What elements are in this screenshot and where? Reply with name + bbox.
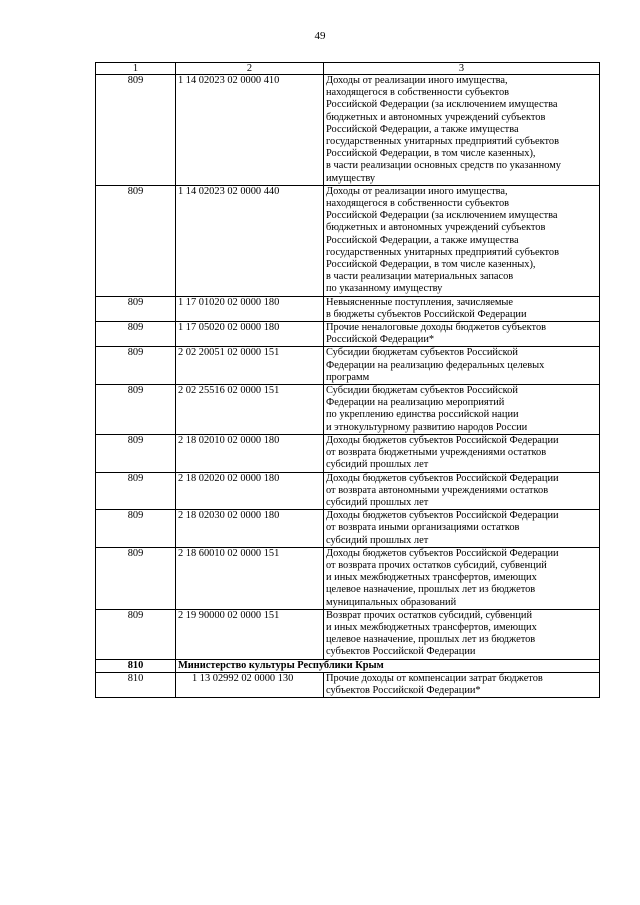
description-line: целевое назначение, прошлых лет из бюджетов	[326, 634, 536, 646]
admin-code-cell: 809	[96, 296, 176, 321]
table-row	[96, 75, 600, 186]
description-line: Доходы бюджетов субъектов Российской Федерации	[326, 547, 559, 559]
description-line: государственных унитарных предприятий субъектов	[326, 246, 560, 258]
revenue-code-cell: 2 19 90000 02 0000 151	[176, 609, 324, 659]
revenue-description-cell	[324, 547, 600, 609]
description-line: Доходы бюджетов субъектов Российской Федерации	[326, 510, 559, 522]
description-line: Субсидии бюджетам субъектов Российской	[326, 385, 518, 397]
description-line: Возврат прочих остатков субсидий, субвенций	[326, 609, 533, 621]
admin-code-cell: 810	[96, 672, 176, 697]
description-line: субъектов Российской Федерации*	[326, 684, 481, 696]
table-body	[96, 75, 600, 698]
table-row	[96, 385, 600, 435]
description-line: Доходы от реализации иного имущества,	[326, 185, 508, 197]
description-line: субсидий прошлых лет	[326, 496, 429, 508]
revenue-code-cell: 1 17 05020 02 0000 180	[176, 322, 324, 347]
description-line: по укреплению единства российской нации	[326, 409, 519, 421]
admin-code-cell: 809	[96, 347, 176, 385]
revenue-code-cell: 2 02 25516 02 0000 151	[176, 385, 324, 435]
description-line: в части реализации основных средств по указанному	[326, 160, 561, 172]
revenue-description-cell	[324, 296, 600, 321]
description-line: Российской Федерации, в том числе казенных),	[326, 148, 536, 160]
description-line: по указанному имуществу	[326, 283, 443, 295]
table-row	[96, 347, 600, 385]
description-line: находящегося в собственности субъектов	[326, 198, 510, 210]
revenue-description-cell	[324, 434, 600, 472]
description-line: Российской Федерации (за исключением имущества	[326, 99, 558, 111]
description-line: Российской Федерации, а также имущества	[326, 123, 519, 135]
table-row	[96, 185, 600, 296]
description-line: Доходы от реализации иного имущества,	[326, 75, 508, 86]
description-line: муниципальных образований	[326, 596, 457, 608]
description-line: субсидий прошлых лет	[326, 534, 429, 546]
revenue-code-cell: 2 18 02010 02 0000 180	[176, 434, 324, 472]
revenue-code-cell: 2 02 20051 02 0000 151	[176, 347, 324, 385]
description-line: имуществу	[326, 172, 376, 184]
table-row	[96, 510, 600, 548]
description-line: и иных межбюджетных трансфертов, имеющих	[326, 621, 537, 633]
ministry-row	[96, 659, 600, 672]
description-line: от возврата бюджетными учреждениями остатков	[326, 447, 547, 459]
table-row	[96, 472, 600, 510]
revenue-code-cell: 2 18 02020 02 0000 180	[176, 472, 324, 510]
admin-code-cell: 809	[96, 322, 176, 347]
admin-code-cell: 809	[96, 472, 176, 510]
revenue-code-cell: 2 18 02030 02 0000 180	[176, 510, 324, 548]
description-line: Прочие доходы от компенсации затрат бюджетов	[326, 672, 543, 684]
table-row	[96, 434, 600, 472]
description-line: целевое назначение, прошлых лет из бюджетов	[326, 584, 536, 596]
description-line: от возврата прочих остатков субсидий, субвенций	[326, 559, 547, 571]
description-line: бюджетных и автономных учреждений субъектов	[326, 111, 546, 123]
table-row	[96, 609, 600, 659]
revenue-description-cell	[324, 472, 600, 510]
table-row	[96, 547, 600, 609]
revenue-code-cell: 1 14 02023 02 0000 440	[176, 185, 324, 296]
description-line: Федерации на реализацию федеральных целевых	[326, 359, 545, 371]
revenue-description-cell	[324, 609, 600, 659]
admin-code-cell: 809	[96, 609, 176, 659]
admin-code-cell: 809	[96, 510, 176, 548]
revenue-description-cell	[324, 75, 600, 186]
admin-code-cell: 809	[96, 434, 176, 472]
description-line: и иных межбюджетных трансфертов, имеющих	[326, 572, 537, 584]
column-header-3: 3	[324, 63, 600, 75]
admin-code-cell: 809	[96, 185, 176, 296]
description-line: в части реализации материальных запасов	[326, 271, 514, 283]
revenue-description-cell	[324, 322, 600, 347]
revenue-description-cell	[324, 347, 600, 385]
column-header-1: 1	[96, 63, 176, 75]
revenue-code-cell: 1 13 02992 02 0000 130	[176, 672, 324, 697]
ministry-title: Министерство культуры Республики Крым	[176, 659, 600, 672]
description-line: субсидий прошлых лет	[326, 459, 429, 471]
revenue-description-cell	[324, 510, 600, 548]
description-line: в бюджеты субъектов Российской Федерации	[326, 308, 527, 320]
revenue-code-cell: 1 14 02023 02 0000 410	[176, 75, 324, 186]
description-line: субъектов Российской Федерации	[326, 646, 476, 658]
description-line: от возврата автономными учреждениями остатков	[326, 484, 549, 496]
table-row	[96, 322, 600, 347]
description-line: Доходы бюджетов субъектов Российской Федерации	[326, 434, 559, 446]
description-line: находящегося в собственности субъектов	[326, 87, 510, 99]
description-line: Российской Федерации, а также имущества	[326, 234, 519, 246]
description-line: Прочие неналоговые доходы бюджетов субъектов	[326, 322, 547, 334]
revenue-code-cell: 1 17 01020 02 0000 180	[176, 296, 324, 321]
admin-code-cell: 809	[96, 385, 176, 435]
revenue-description-cell	[324, 672, 600, 697]
description-line: Субсидии бюджетам субъектов Российской	[326, 347, 518, 359]
description-line: и этнокультурному развитию народов России	[326, 421, 528, 433]
description-line: Федерации на реализацию мероприятий	[326, 397, 505, 409]
description-line: Российской Федерации*	[326, 334, 435, 346]
table-row	[96, 672, 600, 697]
description-line: государственных унитарных предприятий субъектов	[326, 136, 560, 148]
description-line: Российской Федерации, в том числе казенных),	[326, 259, 536, 271]
page-number: 49	[314, 30, 326, 42]
revenue-codes-table	[95, 62, 600, 698]
description-line: Невыясненные поступления, зачисляемые	[326, 296, 514, 308]
admin-code-cell: 809	[96, 75, 176, 186]
table-row	[96, 296, 600, 321]
revenue-description-cell	[324, 185, 600, 296]
column-header-2: 2	[176, 63, 324, 75]
table-header-row	[96, 63, 600, 75]
description-line: Российской Федерации (за исключением имущества	[326, 210, 558, 222]
description-line: Доходы бюджетов субъектов Российской Федерации	[326, 472, 559, 484]
description-line: программ	[326, 371, 370, 383]
admin-code-cell: 810	[96, 659, 176, 672]
description-line: бюджетных и автономных учреждений субъектов	[326, 222, 546, 234]
description-line: от возврата иными организациями остатков	[326, 522, 520, 534]
revenue-code-cell: 2 18 60010 02 0000 151	[176, 547, 324, 609]
revenue-description-cell	[324, 385, 600, 435]
admin-code-cell: 809	[96, 547, 176, 609]
